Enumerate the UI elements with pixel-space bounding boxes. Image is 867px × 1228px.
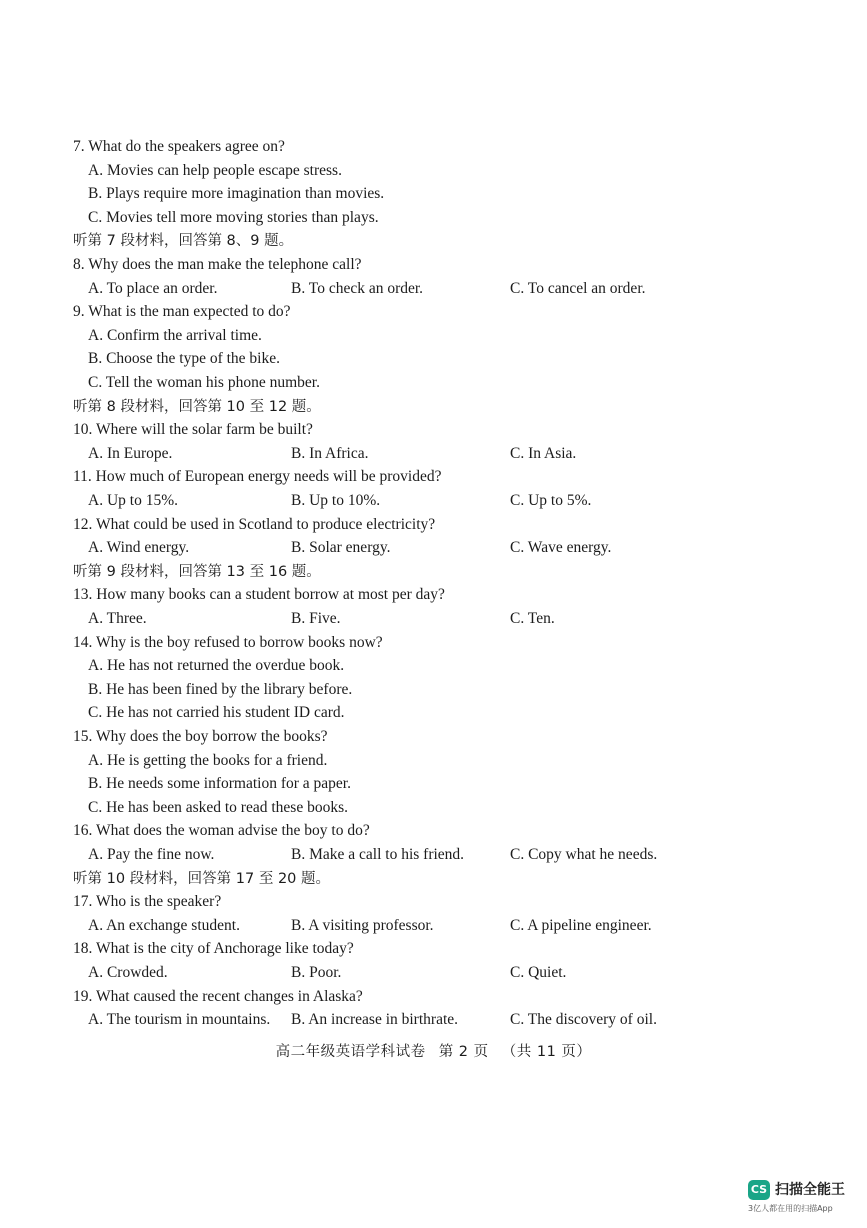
- camscanner-watermark: [748, 1178, 858, 1220]
- answer-option-c: C. Wave energy.: [510, 539, 612, 557]
- footer-title: 高二年级英语学科试卷: [275, 1044, 426, 1060]
- answer-option-a: A. To place an order.: [88, 279, 218, 297]
- question-stem: 7. What do the speakers agree on?: [73, 138, 285, 155]
- camscanner-logo-icon: CS: [748, 1180, 770, 1200]
- answer-option: A. He is getting the books for a friend.: [88, 751, 328, 769]
- answer-options-row: [0, 536, 867, 560]
- footer-page-number: 第 2 页: [438, 1044, 489, 1060]
- answer-option-b: B. Poor.: [291, 964, 342, 981]
- section-instruction: 听第 7 段材料，回答第 8、9 题。: [73, 233, 294, 250]
- section-instruction: 听第 9 段材料，回答第 13 至 16 题。: [73, 563, 321, 580]
- answer-options-row: [0, 961, 867, 985]
- answer-option-c: C. Ten.: [510, 610, 555, 627]
- answer-option-c: C. To cancel an order.: [510, 279, 646, 297]
- answer-option-a: A. Wind energy.: [88, 539, 190, 557]
- question-stem: 15. Why does the boy borrow the books?: [73, 728, 328, 745]
- question-stem: 10. Where will the solar farm be built?: [73, 421, 313, 439]
- answer-option: C. Tell the woman his phone number.: [88, 374, 320, 391]
- answer-option: C. He has not carried his student ID card.: [88, 704, 345, 722]
- answer-option-b: B. A visiting professor.: [291, 916, 434, 934]
- answer-option: C. Movies tell more moving stories than plays.: [88, 208, 379, 226]
- answer-options-row: [0, 607, 867, 631]
- answer-options-row: [0, 1008, 867, 1032]
- question-stem: 12. What could be used in Scotland to produce electricity?: [73, 515, 436, 533]
- answer-option-c: C. Up to 5%.: [510, 492, 592, 509]
- answer-option-a: A. The tourism in mountains.: [88, 1011, 271, 1029]
- answer-option-b: B. Five.: [291, 610, 341, 627]
- answer-option-b: B. To check an order.: [291, 279, 424, 297]
- question-stem: 14. Why is the boy refused to borrow books now?: [73, 633, 383, 651]
- answer-option: C. He has been asked to read these books.: [88, 798, 348, 816]
- question-stem: 13. How many books can a student borrow at most per day?: [73, 586, 445, 604]
- answer-option: A. Movies can help people escape stress.: [88, 161, 342, 179]
- answer-option: A. Confirm the arrival time.: [88, 326, 262, 344]
- question-stem: 16. What does the woman advise the boy to do?: [73, 822, 370, 840]
- answer-option-b: B. An increase in birthrate.: [291, 1011, 459, 1029]
- watermark-tagline: 3亿人都在用的扫描App: [748, 1204, 833, 1213]
- answer-options-row: [0, 442, 867, 466]
- footer-total-pages: （共 11 页）: [501, 1044, 592, 1060]
- answer-option: A. He has not returned the overdue book.: [88, 657, 345, 675]
- answer-option-a: A. Pay the fine now.: [88, 846, 215, 863]
- answer-option: B. He needs some information for a paper.: [88, 775, 351, 793]
- answer-option: B. Plays require more imagination than movies.: [88, 185, 385, 203]
- question-stem: 11. How much of European energy needs will be provided?: [73, 468, 442, 486]
- answer-options-row: [0, 843, 867, 867]
- answer-option-b: B. Up to 10%.: [291, 492, 381, 509]
- answer-option: B. Choose the type of the bike.: [88, 350, 280, 368]
- watermark-app-name: 扫描全能王: [775, 1182, 845, 1198]
- answer-options-row: [0, 489, 867, 513]
- answer-option-c: C. The discovery of oil.: [510, 1011, 657, 1029]
- question-stem: 9. What is the man expected to do?: [73, 303, 291, 321]
- answer-option-c: C. Copy what he needs.: [510, 846, 658, 863]
- answer-option: B. He has been fined by the library before.: [88, 680, 353, 698]
- answer-option-c: C. In Asia.: [510, 444, 577, 462]
- answer-option-b: B. Make a call to his friend.: [291, 846, 465, 863]
- section-instruction: 听第 10 段材料，回答第 17 至 20 题。: [73, 870, 331, 887]
- answer-option-a: A. Crowded.: [88, 964, 168, 981]
- answer-options-row: [0, 277, 867, 301]
- answer-option-b: B. Solar energy.: [291, 539, 391, 557]
- answer-option-a: A. Three.: [88, 610, 147, 627]
- question-stem: 8. Why does the man make the telephone call?: [73, 256, 362, 273]
- answer-option-c: C. A pipeline engineer.: [510, 916, 652, 934]
- answer-option-b: B. In Africa.: [291, 444, 369, 462]
- answer-option-c: C. Quiet.: [510, 964, 567, 981]
- question-stem: 18. What is the city of Anchorage like today?: [73, 940, 354, 958]
- answer-option-a: A. In Europe.: [88, 444, 173, 462]
- question-stem: 19. What caused the recent changes in Alaska?: [73, 987, 363, 1005]
- page-footer: [0, 1040, 867, 1061]
- section-instruction: 听第 8 段材料，回答第 10 至 12 题。: [73, 398, 321, 415]
- answer-option-a: A. An exchange student.: [88, 916, 240, 934]
- question-stem: 17. Who is the speaker?: [73, 893, 222, 911]
- answer-option-a: A. Up to 15%.: [88, 492, 178, 509]
- answer-options-row: [0, 914, 867, 938]
